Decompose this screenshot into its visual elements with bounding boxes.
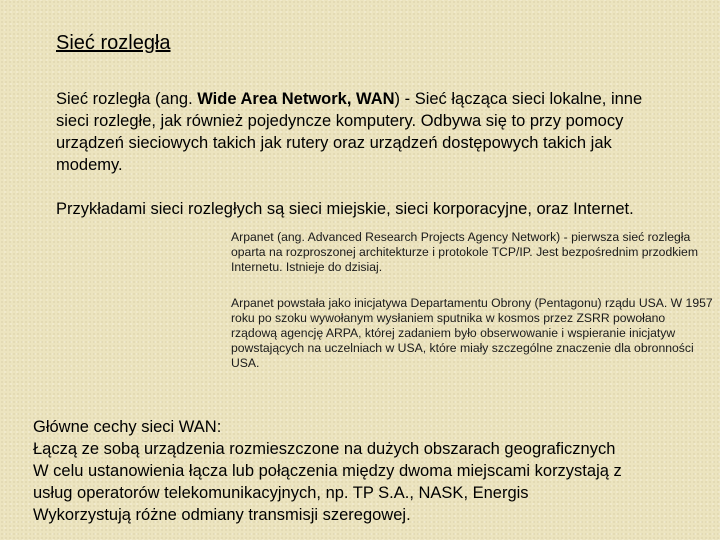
intro-bold-term: Wide Area Network, WAN [197,90,395,108]
intro-prefix: Sieć rozległa (ang. [56,90,198,108]
wan-features [33,416,713,526]
intro-suffix: ) - Sieć łącząca sieci lokalne, inne sieci rozległe, jak również pojedyncze komputery. Odbywa się to przy pomocy urządzeń sieciowych takich jak rutery oraz urządzeń dostępowych takich jak modemy. [56,90,643,174]
feature-line: usług operatorów telekomunikacyjnych, np. TP S.A., NASK, Energis [33,484,529,502]
feature-line: Wykorzystują różne odmiany transmisji szeregowej. [33,506,411,524]
arpanet-definition: Arpanet (ang. Advanced Research Projects Agency Network) - pierwsza sieć rozległa oparta na rozproszonej architekturze i protokole TCP/IP. Jest bezpośrednim przodkiem Internetu. Istnieje do dzisiaj. [231,230,698,274]
feature-line: Łączą ze sobą urządzenia rozmieszczone na dużych obszarach geograficznych [33,440,616,458]
slide-title: Sieć rozległa [56,32,171,54]
features-heading: Główne cechy sieci WAN: [33,418,222,436]
arpanet-history: Arpanet powstała jako inicjatywa Departamentu Obrony (Pentagonu) rządu USA. W 1957 roku po szoku wywołanym wysłaniem sputnika w kosmos przez ZSRR powołano rządową agencję ARPA, której zadaniem było obserwowanie i wspieranie inicjatyw powstających na uczelniach w USA, które miały szczególne znaczenie dla obronności USA. [231,296,713,370]
examples-paragraph: Przykładami sieci rozległych są sieci miejskie, sieci korporacyjne, oraz Internet. [56,200,634,218]
feature-line: W celu ustanowienia łącza lub połączenia między dwoma miejscami korzystają z [33,462,622,480]
intro-paragraph [56,88,656,176]
